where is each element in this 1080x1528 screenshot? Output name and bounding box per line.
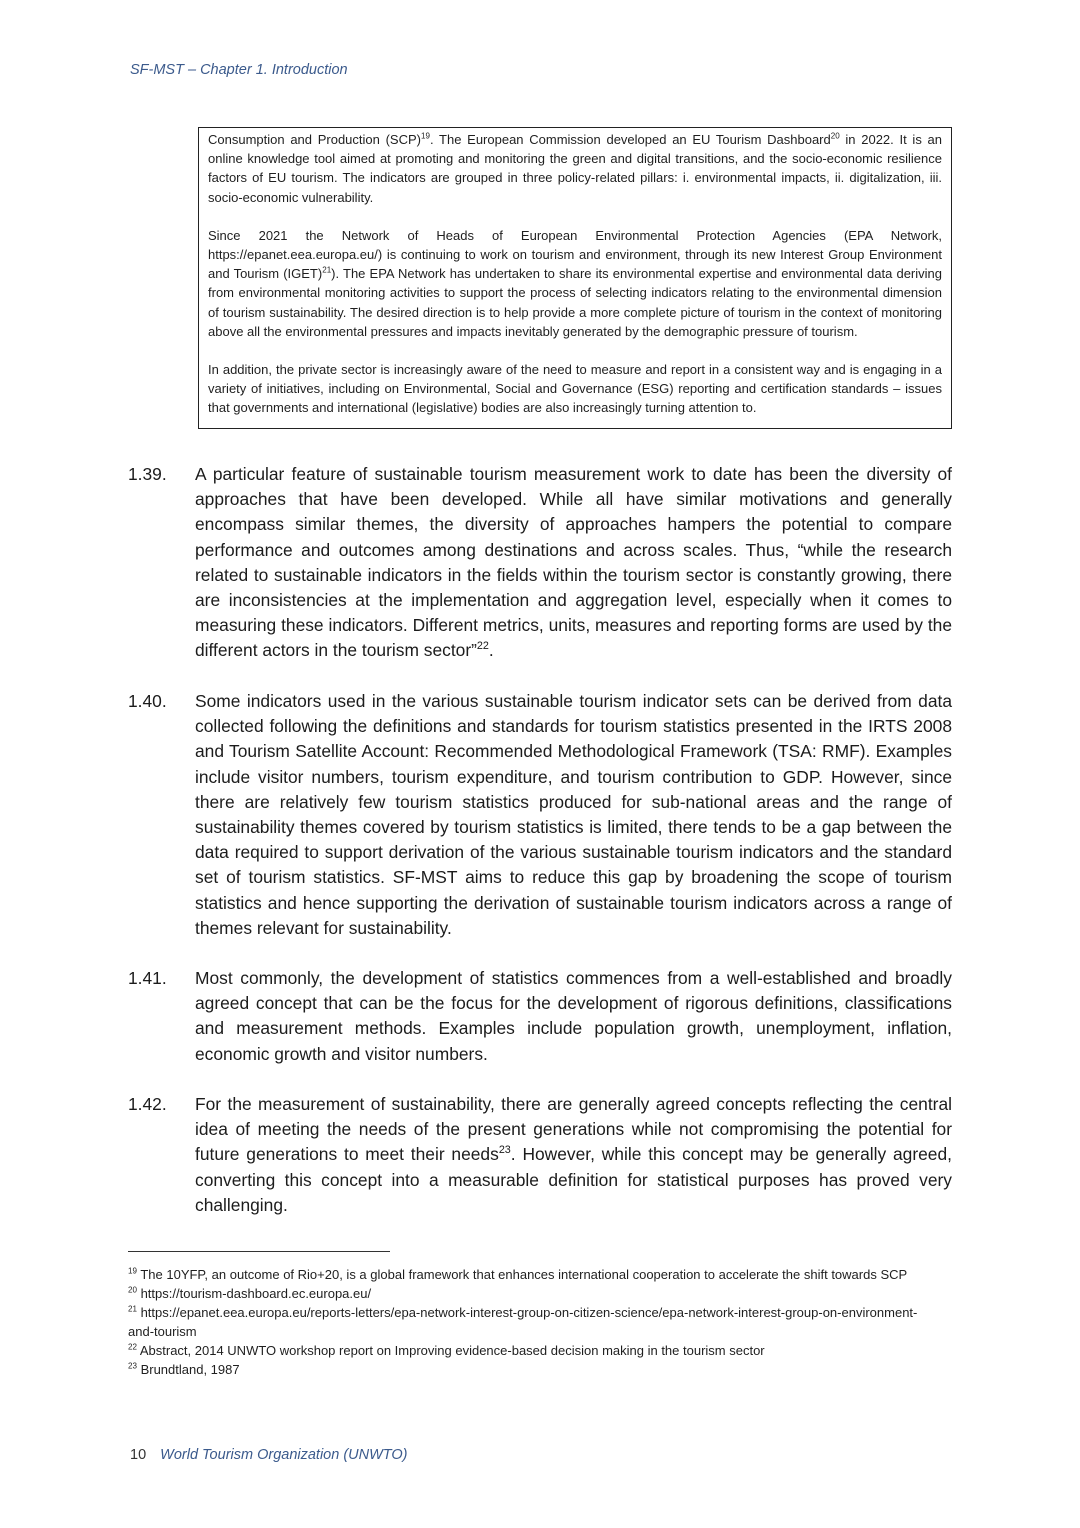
footnote-21: $^{21}$ https://epanet.eea.europa.eu/reports-letters/epa-network-interest-group-on-citizen-science/epa-network-interest-group-on-environment-and-tourism — [128, 1304, 918, 1339]
footnote-ref-21[interactable]: 21 — [322, 265, 332, 275]
paragraph-number: 1.42. — [128, 1094, 167, 1114]
paragraph-1-42 — [128, 1092, 952, 1218]
page-number: 10 — [130, 1447, 147, 1463]
footnote-22: $^{22}$ Abstract, 2014 UNWTO workshop report on Improving evidence-based decision making in the tourism sector — [128, 1342, 765, 1358]
page-footer — [130, 1447, 408, 1463]
footnote-ref-23[interactable]: 23 — [498, 1144, 511, 1157]
running-header: SF-MST – Chapter 1. Introduction — [130, 62, 348, 78]
paragraph-text: Most commonly, the development of statistics commences from a well-established and broadly agreed concept that can be the focus for the development of rigorous definitions, classifications and measurement methods. Examples include population growth, unemployment, inflation, economic growth and visitor numbers. — [195, 968, 952, 1064]
paragraph-text: For the measurement of sustainability, there are generally agreed concepts reflecting the central idea of meeting the needs of the present generations while not compromising the potential for future generations to meet their needs$^{23}$. However, while this concept may be generally agreed, converting this concept into a measurable definition for statistical purposes has proved very challenging. — [195, 1094, 952, 1215]
paragraph-number: 1.41. — [128, 968, 167, 988]
paragraph-1-40 — [128, 689, 952, 941]
footnote-ref-22[interactable]: 22 — [476, 640, 489, 653]
footnote-20: $^{20}$ https://tourism-dashboard.ec.europa.eu/ — [128, 1285, 372, 1301]
paragraph-number: 1.40. — [128, 691, 167, 711]
paragraph-text: Some indicators used in the various sustainable tourism indicator sets can be derived from data collected following the definitions and standards for tourism statistics presented in the IRTS 2008 and Tourism Satellite Account: Recommended Methodological Framework (TSA: RMF). Examples include visitor numbers, tourism expenditure, and tourism contribution to GDP. However, since there are relatively few tourism statistics produced for sub-national areas and the range of sustainability themes covered by tourism statistics is limited, there tends to be a gap between the data required to support derivation of the various sustainable tourism indicators and the standard set of tourism statistics. SF-MST aims to reduce this gap by broadening the scope of tourism statistics and hence supporting the derivation of sustainable tourism indicators across a range of themes relevant for sustainability. — [195, 691, 952, 938]
footnote-ref-19[interactable]: 19 — [420, 131, 430, 141]
footnote-19: $^{19}$ The 10YFP, an outcome of Rio+20, is a global framework that enhances international cooperation to accelerate the shift towards SCP — [128, 1266, 908, 1282]
footnote-link[interactable]: https://tourism-dashboard.ec.europa.eu/ — [140, 1286, 372, 1301]
box-paragraph-2: Since 2021 the Network of Heads of European Environmental Protection Agencies (EPA Network, https://epanet.eea.europa.eu/) is continuing to work on tourism and environment, through its new Interest Group Environment and Tourism (IGET)$^{21}$). The EPA Network has undertaken to share its environmental expertise and environmental data deriving from environmental monitoring activities to support the process of selecting indicators relating to the environmental dimension of tourism sustainability. The desired direction is to help provide a more complete picture of tourism in the context of monitoring above all the environmental pressures and impacts inevitably generated by the demographic pressure of tourism. — [208, 227, 942, 339]
footnote-ref-20[interactable]: 20 — [830, 131, 840, 141]
footnotes — [128, 1265, 928, 1379]
footnote-23: $^{23}$ Brundtland, 1987 — [128, 1361, 240, 1377]
box-paragraph-3: In addition, the private sector is increasingly aware of the need to measure and report in a consistent way and is engaging in a variety of initiatives, including on Environmental, Social and Governance (ESG) reporting and certification standards – issues that governments and international (legislative) bodies are also increasingly turning attention to. — [208, 362, 942, 416]
box-paragraph-1: Consumption and Production (SCP)$^{19}$. The European Commission developed an EU Tourism Dashboard$^{20}$ in 2022. It is an online knowledge tool aimed at promoting and monitoring the green and digital transitions, and the socio-economic resilience factors of EU tourism. The indicators are grouped in three policy-related pillars: i. environmental impacts, ii. digitalization, iii. socio-economic vulnerability. — [208, 131, 942, 205]
footer-organization: World Tourism Organization (UNWTO) — [160, 1447, 408, 1463]
boxed-text — [198, 127, 952, 429]
paragraph-number: 1.39. — [128, 464, 167, 484]
paragraph-text: A particular feature of sustainable tourism measurement work to date has been the diversity of approaches that have been developed. While all have similar motivations and generally encompass similar themes, the diversity of approaches hampers the potential to compare performance and outcomes among destinations and across scales. Thus, “while the research related to sustainable indicators in the fields within the tourism sector is constantly growing, there are inconsistencies at the implementation and aggregation level, especially when it comes to measuring these indicators. Different metrics, units, measures and reporting forms are used by the different actors in the tourism sector”$^{22}$. — [195, 464, 952, 661]
paragraph-1-41 — [128, 966, 952, 1067]
paragraph-1-39 — [128, 462, 952, 664]
footnote-link[interactable]: https://epanet.eea.europa.eu/reports-letters/epa-network-interest-group-on-citizen-science/epa-network-interest-group-on-environment-and-tourism — [128, 1305, 918, 1339]
footnote-divider — [128, 1251, 390, 1252]
